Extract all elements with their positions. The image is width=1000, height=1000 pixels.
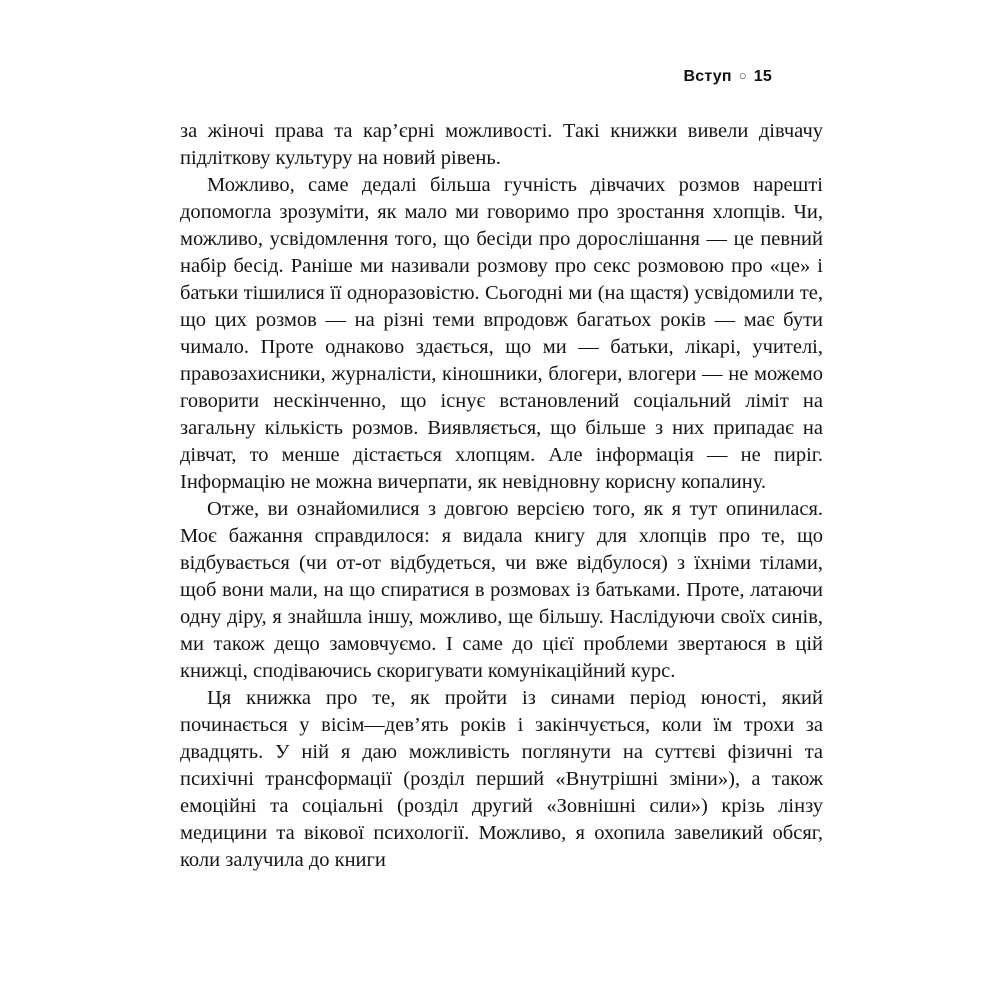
section-title: Вступ — [683, 68, 732, 85]
paragraph-continuation: за жіночі права та кар’єрні можливості. Такі книжки вивели дівчачу підліткову культуру на новий рівень. — [180, 120, 823, 169]
paragraph: Отже, ви ознайомилися з довгою версією того, як я тут опинилася. Моє бажання справдилося: я видала книгу для хлопців про те, що відбувається (чи от-от відбудеться, чи вже відбулося) з їхніми тілами, щоб вони мали, на що спиратися в розмовах із батьками. Проте, латаючи одну діру, я знайшла іншу, можливо, ще більшу. Наслідуючи своїх синів, ми також дещо замовчуємо. І саме до цієї проблеми звертаюся в цій книжці, сподіваючись скоригувати комунікаційний курс. — [180, 498, 823, 682]
paragraph: Ця книжка про те, як пройти із синами період юності, який починається у вісім—дев’ять років і закінчується, коли їм трохи за двадцять. У ній я даю можливість поглянути на суттєві фізичні та психічні трансформації (розділ перший «Внутрішні зміни»), а також емоційні та соціальні (розділ другий «Зовнішні сили») крізь лінзу медицини та вікової психології. Можливо, я охопила завеликий обсяг, коли залучила до книги — [180, 687, 823, 871]
page-number: 15 — [753, 68, 772, 85]
circle-separator-icon: ○ — [738, 68, 747, 83]
body-text — [180, 118, 823, 874]
paragraph: Можливо, саме дедалі більша гучність дівчачих розмов нарешті допомогла зрозуміти, як мало ми говоримо про зростання хлопців. Чи, можливо, усвідомлення того, що бесіди про дорослішання — це певний набір бесід. Раніше ми називали розмову про секс розмовою про «це» і батьки тішилися її одноразовістю. Сьогодні ми (на щастя) усвідомили те, що цих розмов — на різні теми впродовж багатьох років — має бути чимало. Проте однаково здається, що ми — батьки, лікарі, учителі, правозахисники, журналісти, кіношники, блогери, влогери — не можемо говорити нескінченно, що існує встановлений соціальний ліміт на загальну кількість розмов. Виявляється, що більше з них припадає на дівчат, то менше дістається хлопцям. Але інформація — не пиріг. Інформацію не можна вичерпати, як невідновну корисну копалину. — [180, 174, 823, 493]
running-header — [683, 68, 772, 86]
